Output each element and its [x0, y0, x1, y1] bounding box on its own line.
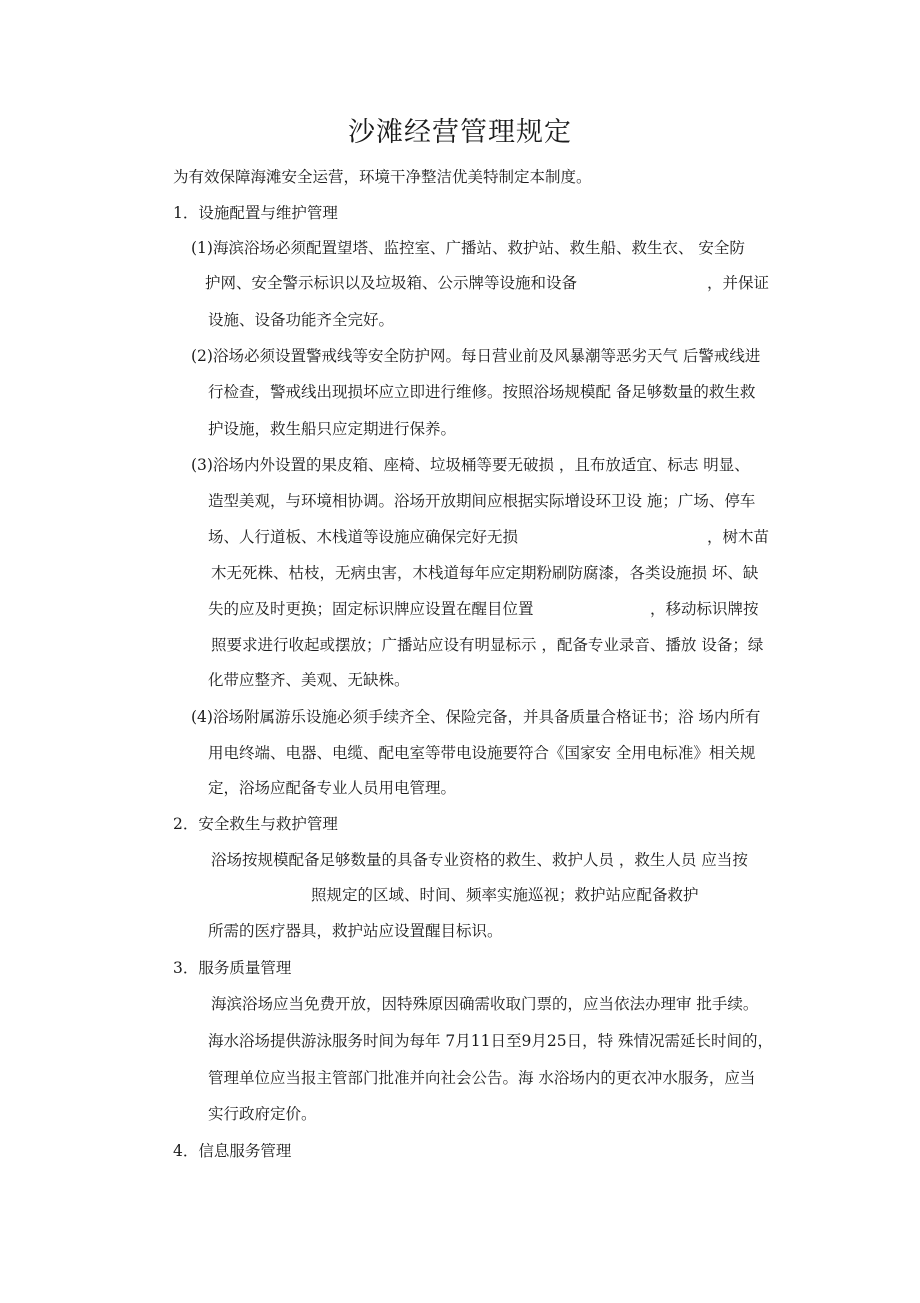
s2-line-1: 浴场按规模配备足够数量的具备专业资格的救生、救护人员 ，救生人员 应当按: [211, 851, 748, 869]
s1-p1-line-2a: 护网、安全警示标识以及垃圾箱、公示牌等设施和设备: [205, 274, 578, 292]
s1-p4-line-3: 定，浴场应配备专业人员用电管理。: [208, 779, 457, 797]
s1-p3-line-5b: ，移动标识牌按: [650, 600, 759, 618]
section-3-heading: 3．服务质量管理: [173, 959, 292, 977]
section-1-heading: 1．设施配置与维护管理: [173, 204, 338, 222]
s1-p3-line-4: 木无死株、枯枝，无病虫害，木栈道每年应定期粉刷防腐漆，各类设施损 坏、缺: [211, 564, 759, 582]
s3-line-3: 管理单位应当报主管部门批准并向社会公告。海 水浴场内的更衣冲水服务，应当: [208, 1069, 756, 1087]
s1-p3-line-3b: ，树木苗: [707, 528, 770, 546]
s3-line-2: 海水浴场提供游泳服务时间为每年 7月11日至9月25日，特 殊情况需延长时间的，: [208, 1032, 774, 1050]
s1-p3-line-3a: 场、人行道板、木栈道等设施应确保完好无损: [208, 528, 519, 546]
s1-p3-line-7: 化带应整齐、美观、无缺株。: [208, 671, 410, 689]
s1-p2-line-2: 行检查，警戒线出现损坏应立即进行维修。按照浴场规模配 备足够数量的救生救: [208, 383, 756, 401]
s1-p3-line-2: 造型美观，与环境相协调。浴场开放期间应根据实际增设环卫设 施；广场、停车: [208, 492, 756, 510]
intro-paragraph: 为有效保障海滩安全运营，环境干净整洁优美特制定本制度。: [173, 168, 592, 186]
document-title: 沙滩经营管理规定: [348, 117, 572, 148]
s1-p4-line-2: 用电终端、电器、电缆、配电室等带电设施要符合《国家安 全用电标准》相关规: [208, 744, 756, 762]
s1-p2-line-1: (2)浴场必须设置警戒线等安全防护网。每日营业前及风暴潮等恶劣天气 后警戒线进: [191, 347, 761, 365]
s1-p1-line-1: (1)海滨浴场必须配置望塔、监控室、广播站、救护站、救生船、救生衣、 安全防: [191, 239, 745, 257]
s2-line-3: 所需的医疗器具，救护站应设置醒目标识。: [208, 922, 503, 940]
section-2-heading: 2．安全救生与救护管理: [173, 815, 338, 833]
s1-p3-line-6: 照要求进行收起或摆放；广播站应设有明显标示 ，配备专业录音、播放 设备；绿: [211, 636, 764, 654]
s1-p2-line-3: 护设施，救生船只应定期进行保养。: [208, 420, 457, 438]
s2-line-2: 照规定的区域、时间、频率实施巡视；救护站应配备救护: [311, 886, 699, 904]
s3-line-1: 海滨浴场应当免费开放，因特殊原因确需收取门票的，应当依法办理审 批手续。: [211, 995, 759, 1013]
s1-p1-line-3: 设施、设备功能齐全完好。: [208, 311, 395, 329]
s1-p3-line-5a: 失的应及时更换；固定标识牌应设置在醒目位置: [208, 600, 534, 618]
section-4-heading: 4．信息服务管理: [173, 1142, 292, 1160]
s1-p3-line-1: (3)浴场内外设置的果皮箱、座椅、垃圾桶等要无破损 ，且布放适宜、标志 明显、: [191, 456, 750, 474]
s1-p4-line-1: (4)浴场附属游乐设施必须手续齐全、保险完备，并具备质量合格证书；浴 场内所有: [191, 708, 761, 726]
s3-line-4: 实行政府定价。: [208, 1105, 317, 1123]
s1-p1-line-2b: ，并保证: [707, 274, 770, 292]
